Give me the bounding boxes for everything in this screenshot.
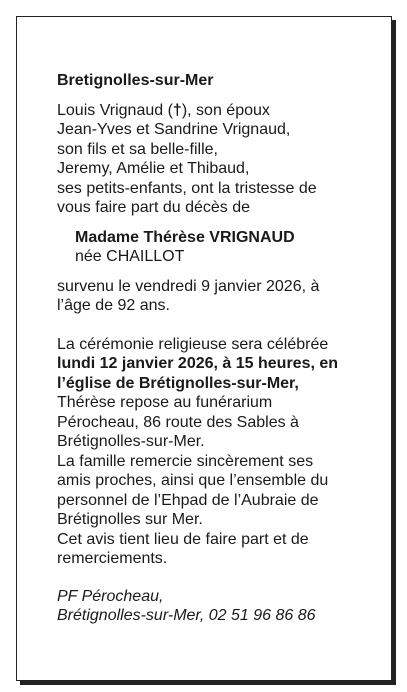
ceremony-line-4: Thérèse repose au funérarium (57, 394, 273, 411)
signature-line-1: PF Pérocheau, (57, 587, 164, 605)
intro-line-4: Jeremy, Amélie et Thibaud, (57, 160, 250, 177)
intro-line-1 (57, 101, 367, 121)
ceremony-details (57, 335, 367, 569)
intro-line-5: ses petits-enfants, ont la tristesse de (57, 179, 317, 197)
maiden-name: née CHAILLOT (75, 248, 185, 265)
ceremony-line-6: Brétignolles-sur-Mer. (57, 433, 205, 450)
notice-place-heading: Bretignolles-sur-Mer (57, 72, 214, 89)
notice-content (57, 71, 367, 626)
ceremony-location-line: l’église de Brétignolles-sur-Mer, (57, 374, 299, 392)
cross-icon: † (172, 101, 182, 119)
deceased-name-block (75, 228, 367, 267)
ceremony-line-12: remerciements. (57, 550, 168, 567)
intro-line-1-end: ), son époux (181, 101, 270, 119)
paragraph-spacer (57, 316, 367, 335)
ceremony-line-10: Brétignolles sur Mer. (57, 511, 203, 528)
ceremony-line-11: Cet avis tient lieu de faire part et de (57, 530, 309, 548)
death-line-1: survenu le vendredi 9 janvier 2026, à (57, 277, 320, 295)
ceremony-line-9: personnel de l’Ehpad de l’Aubraie de (57, 491, 319, 509)
ceremony-line-8: amis proches, ainsi que l’ensemble du (57, 472, 329, 489)
intro-line-2: Jean-Yves et Sandrine Vrignaud, (57, 121, 291, 138)
ceremony-line-5: Pérocheau, 86 route des Sables à (57, 413, 299, 431)
ceremony-date-line: lundi 12 janvier 2026, à 15 heures, en (57, 355, 339, 372)
funeral-home-signature (57, 587, 367, 626)
obituary-notice-card (16, 16, 392, 681)
death-details (57, 277, 367, 316)
deceased-name: Madame Thérèse VRIGNAUD (75, 228, 295, 246)
family-intro (57, 101, 367, 218)
death-line-2: l’âge de 92 ans. (57, 297, 170, 314)
signature-line-2: Brétignolles-sur-Mer, 02 51 96 86 86 (57, 607, 316, 624)
intro-line-1-start: Louis Vrignaud ( (57, 101, 173, 119)
ceremony-line-1: La cérémonie religieuse sera célébrée (57, 335, 329, 353)
intro-line-6: vous faire part du décès de (57, 199, 251, 216)
intro-line-3: son fils et sa belle-fille, (57, 140, 218, 158)
ceremony-line-7: La famille remercie sincèrement ses (57, 452, 314, 470)
